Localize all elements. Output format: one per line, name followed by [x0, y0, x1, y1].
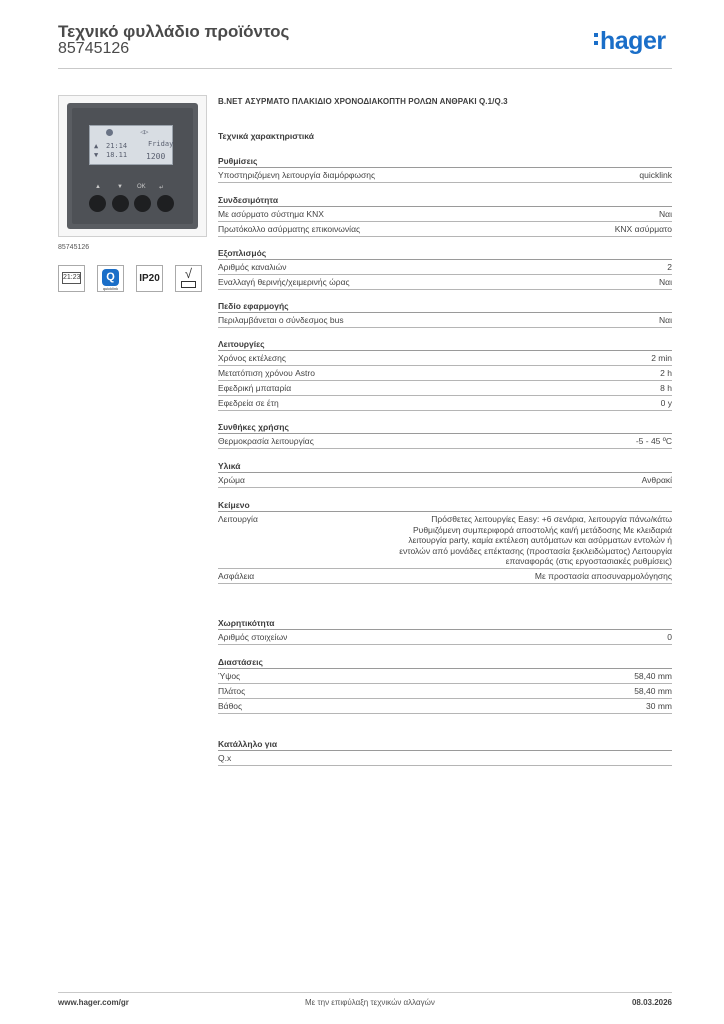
- spec-row: [218, 207, 672, 222]
- spec-value: Ανθρακί: [641, 475, 672, 485]
- display-symbol: ◁▷: [140, 128, 149, 136]
- lcd-display-icon: 21:23: [58, 265, 85, 292]
- section-title: Κατάλληλο για: [218, 739, 672, 751]
- display-down-arrow-icon: ▼: [94, 151, 99, 159]
- device-display: [89, 125, 173, 165]
- section-title: Κείμενο: [218, 500, 672, 512]
- document-title: Τεχνικό φυλλάδιο προϊόντος: [58, 22, 290, 41]
- spec-value: 2: [667, 262, 672, 272]
- spec-value: 2 min: [651, 353, 672, 363]
- spec-key: Εναλλαγή θερινής/χειμερινής ώρας: [218, 277, 350, 287]
- section-title: Πεδίο εφαρμογής: [218, 301, 672, 313]
- device-button: [112, 195, 129, 212]
- spec-value: 30 mm: [646, 701, 672, 711]
- spec-key: Ύψος: [218, 671, 241, 681]
- spec-key: Ασφάλεια: [218, 570, 255, 581]
- spec-value: quicklink: [639, 170, 672, 180]
- footer-disclaimer: Με την επιφύλαξη τεχνικών αλλαγών: [305, 998, 435, 1007]
- device-button-label: OK: [137, 184, 146, 190]
- display-date: 18.11: [106, 151, 128, 159]
- product-title: B.NET ΑΣΥΡΜΑΤΟ ΠΛΑΚΙΔΙΟ ΧΡΟΝΟΔΙΑΚΟΠΤΗ ΡΟΛΩΝ ΑΝΘΡΑΚΙ Q.1/Q.3: [218, 97, 508, 106]
- section-title: Εξοπλισμός: [218, 248, 672, 260]
- spec-key: Πλάτος: [218, 686, 246, 696]
- device-button-label: ▲: [95, 184, 101, 190]
- spec-key: Με ασύρματο σύστημα KNX: [218, 209, 324, 219]
- spec-row: [218, 473, 672, 488]
- spec-value: Ναι: [659, 209, 672, 219]
- spec-key: Αριθμός καναλιών: [218, 262, 287, 272]
- spec-section-materials: [218, 461, 672, 488]
- spec-section-application: [218, 301, 672, 328]
- spec-row: [218, 684, 672, 699]
- spec-key: Θερμοκρασία λειτουργίας: [218, 436, 314, 446]
- section-title: Συνδεσιμότητα: [218, 195, 672, 207]
- ip20-icon: IP20: [136, 265, 163, 292]
- spec-key: Χρόνος εκτέλεσης: [218, 353, 286, 363]
- spec-key: Χρώμα: [218, 475, 245, 485]
- spec-value: 8 h: [660, 383, 672, 393]
- section-title: Υλικά: [218, 461, 672, 473]
- spec-row: [218, 275, 672, 290]
- spec-value: Ναι: [659, 315, 672, 325]
- spec-value: -5 - 45 ºC: [635, 436, 672, 446]
- hager-logo: [594, 27, 666, 56]
- logo-colon-mark: [594, 32, 599, 46]
- spec-value: 58,40 mm: [634, 686, 672, 696]
- spec-value: 58,40 mm: [634, 671, 672, 681]
- spec-section-equipment: [218, 248, 672, 290]
- spec-key: Υποστηριζόμενη λειτουργία διαμόρφωσης: [218, 170, 376, 180]
- battery-check-icon: √: [175, 265, 202, 292]
- display-day: Friday: [148, 140, 174, 148]
- spec-row: [218, 630, 672, 645]
- spec-value: 0: [667, 632, 672, 642]
- spec-value: 2 h: [660, 368, 672, 378]
- product-image: [58, 95, 207, 237]
- spec-row: [218, 434, 672, 449]
- footer-date: 08.03.2026: [631, 998, 672, 1007]
- spec-row: [218, 168, 672, 183]
- display-value: 1200: [146, 152, 166, 161]
- spec-row: [218, 699, 672, 714]
- product-sku: 85745126: [58, 244, 90, 251]
- spec-section-settings: [218, 156, 672, 183]
- spec-value: KNX ασύρματο: [614, 224, 672, 234]
- section-title: Συνθήκες χρήσης: [218, 422, 672, 434]
- footer-divider: [58, 992, 672, 993]
- spec-row: [218, 313, 672, 328]
- section-title: Λειτουργίες: [218, 339, 672, 351]
- spec-row: [218, 222, 672, 237]
- spec-row: [218, 351, 672, 366]
- device-button: [134, 195, 151, 212]
- spec-row: [218, 512, 672, 569]
- device-button: [89, 195, 106, 212]
- spec-value: Με προστασία αποσυναρμολόγησης: [534, 570, 672, 581]
- spec-section-text: [218, 500, 672, 584]
- spec-row: [218, 396, 672, 411]
- spec-section-functions: [218, 339, 672, 411]
- spec-row: [218, 366, 672, 381]
- spec-value: 0 y: [660, 398, 672, 408]
- device-button-label: ▼: [117, 184, 123, 190]
- section-title: Διαστάσεις: [218, 657, 672, 669]
- spec-section-dimensions: [218, 657, 672, 714]
- spec-key: Εφεδρική μπαταρία: [218, 383, 292, 393]
- spec-key: Περιλαμβάνεται ο σύνδεσμος bus: [218, 315, 344, 325]
- tech-specs-heading: Τεχνικά χαρακτηριστικά: [218, 131, 314, 141]
- spec-section-suitable-for: [218, 739, 672, 766]
- spec-value: Πρόσθετες λειτουργίες Easy: +6 σενάρια, λειτουργία πάνω/κάτω Ρυθμιζόμενη συμπεριφορά αποστολής και/ή μετάδοσης Με κλειδαριά λειτουργία party, καμία εκτέλεση αυτόματων και ασύρματων εντολών ή εντολών από μονάδες επέκτασης (προστασία ξεκλειδώματος) Λειτουργία επαναφοράς (στις εργοστασιακές ρυθμίσεις): [399, 514, 672, 567]
- spec-key: Αριθμός στοιχείων: [218, 632, 288, 642]
- spec-row: [218, 751, 672, 766]
- spec-value: Ναι: [659, 277, 672, 287]
- display-up-arrow-icon: ▲: [94, 142, 99, 150]
- quicklink-icon: Q quicklink: [97, 265, 124, 292]
- spec-key: Εφεδρεία σε έτη: [218, 398, 279, 408]
- device-button: [157, 195, 174, 212]
- display-clock-icon: [106, 129, 113, 136]
- device-button-label: ↵: [159, 185, 165, 191]
- header-divider: [58, 68, 672, 69]
- spec-row: [218, 260, 672, 275]
- logo-text: hager: [600, 27, 666, 55]
- spec-section-capacity: [218, 618, 672, 645]
- spec-section-connectivity: [218, 195, 672, 237]
- display-time: 21:14: [106, 142, 128, 150]
- spec-key: Πρωτόκολλο ασύρματης επικοινωνίας: [218, 224, 361, 234]
- spec-row: [218, 569, 672, 584]
- section-title: Χωρητικότητα: [218, 618, 672, 630]
- spec-row: [218, 669, 672, 684]
- footer-website-link[interactable]: www.hager.com/gr: [58, 998, 129, 1007]
- spec-section-usage-conditions: [218, 422, 672, 449]
- document-number: 85745126: [58, 40, 130, 57]
- spec-key: Βάθος: [218, 701, 243, 711]
- section-title: Ρυθμίσεις: [218, 156, 672, 168]
- spec-row: [218, 381, 672, 396]
- suitable-value: Q.x: [218, 753, 232, 763]
- spec-key: Μετατόπιση χρόνου Astro: [218, 368, 315, 378]
- device-body: [67, 103, 198, 229]
- spec-key: Λειτουργία: [218, 514, 258, 524]
